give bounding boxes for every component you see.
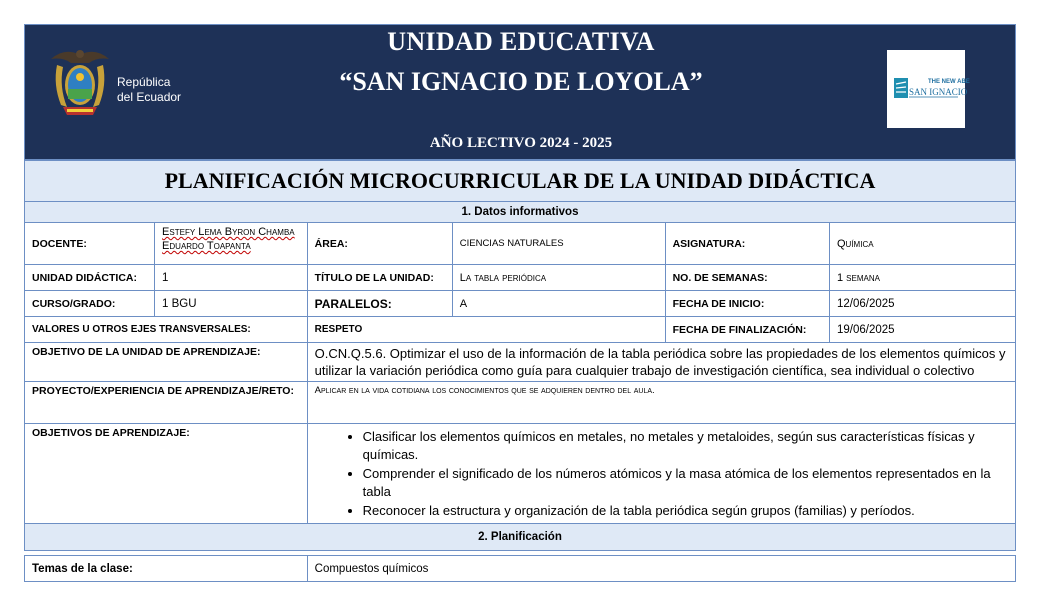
objetivos-list [315, 428, 1008, 520]
fin-value: 19/06/2025 [830, 317, 1016, 343]
semanas-label: NO. DE SEMANAS: [665, 265, 829, 291]
valores-value: RESPETO [307, 317, 665, 343]
asignatura-label: ASIGNATURA: [665, 223, 829, 265]
docente-label: DOCENTE: [25, 223, 155, 265]
area-value: CIENCIAS NATURALES [452, 223, 665, 265]
document-title: PLANIFICACIÓN MICROCURRICULAR DE LA UNIDAD DIDÁCTICA [25, 161, 1016, 202]
planning-table [24, 160, 1016, 582]
section-datos-informativos: 1. Datos informativos [25, 202, 1016, 223]
unidad-value: 1 [155, 265, 308, 291]
objetivo-label: OBJETIVO DE LA UNIDAD DE APRENDIZAJE: [25, 343, 308, 382]
list-item: • Comprender el significado de los números atómicos y la masa atómica de los elementos representados en la tabla [363, 465, 1008, 501]
area-label: ÁREA: [307, 223, 452, 265]
temas-value: Compuestos químicos [307, 556, 1015, 582]
curso-value: 1 BGU [155, 291, 308, 317]
objetivo-value: O.CN.Q.5.6. Optimizar el uso de la información de la tabla periódica sobre las propiedades de los elementos químicos y utilizar la variación periódica como guía para cualquier trabajo de investigación científica, sea individual o colectivo [307, 343, 1015, 382]
inicio-label: FECHA DE INICIO: [665, 291, 829, 317]
objetivos-label: OBJETIVOS DE APRENDIZAJE: [25, 424, 308, 524]
asignatura-value: Química [830, 223, 1016, 265]
school-logo [887, 50, 970, 128]
school-year: AÑO LECTIVO 2024 - 2025 [429, 135, 613, 151]
temas-label: Temas de la clase: [25, 556, 308, 582]
objetivos-cell [307, 424, 1015, 524]
docente-value: Estefy Lema Byron Chamba Eduardo Toapanta [162, 226, 295, 252]
san-ignacio-logo-icon [892, 74, 970, 104]
inicio-value: 12/06/2025 [830, 291, 1016, 317]
docente-value-cell [155, 223, 308, 265]
titulo-value: La tabla periódica [452, 265, 665, 291]
proyecto-label: PROYECTO/EXPERIENCIA DE APRENDIZAJE/RETO: [25, 382, 308, 424]
list-item: • Reconocer la estructura y organización de la tabla periódica según grupos (familias) y períodos. [363, 502, 1008, 520]
section-planificacion: 2. Planificación [25, 524, 1016, 551]
fin-label: FECHA DE FINALIZACIÓN: [665, 317, 829, 343]
logo-text-top: THE NEW ABE [928, 79, 970, 85]
header-banner [24, 24, 1016, 160]
republic-line2: del Ecuador [117, 90, 182, 104]
unidad-label: UNIDAD DIDÁCTICA: [25, 265, 155, 291]
valores-label: VALORES U OTROS EJES TRANSVERSALES: [25, 317, 308, 343]
list-item: • Clasificar los elementos químicos en metales, no metales y metaloides, según sus características físicas y químicas. [363, 428, 1008, 464]
semanas-value: 1 semana [830, 265, 1016, 291]
paralelos-value: A [452, 291, 665, 317]
titulo-label: TÍTULO DE LA UNIDAD: [307, 265, 452, 291]
document-page [24, 24, 1016, 582]
proyecto-value: Aplicar en la vida cotidiana los conocimientos que se adquieren dentro del aula. [307, 382, 1015, 424]
curso-label: CURSO/GRADO: [25, 291, 155, 317]
paralelos-label: PARALELOS: [307, 291, 452, 317]
republic-line1: República [117, 75, 171, 89]
logo-text-main: SAN IGNACIO [909, 87, 968, 97]
school-name-line2: “SAN IGNACIO DE LOYOLA” [339, 67, 703, 96]
school-name-line1: UNIDAD EDUCATIVA [387, 27, 655, 56]
